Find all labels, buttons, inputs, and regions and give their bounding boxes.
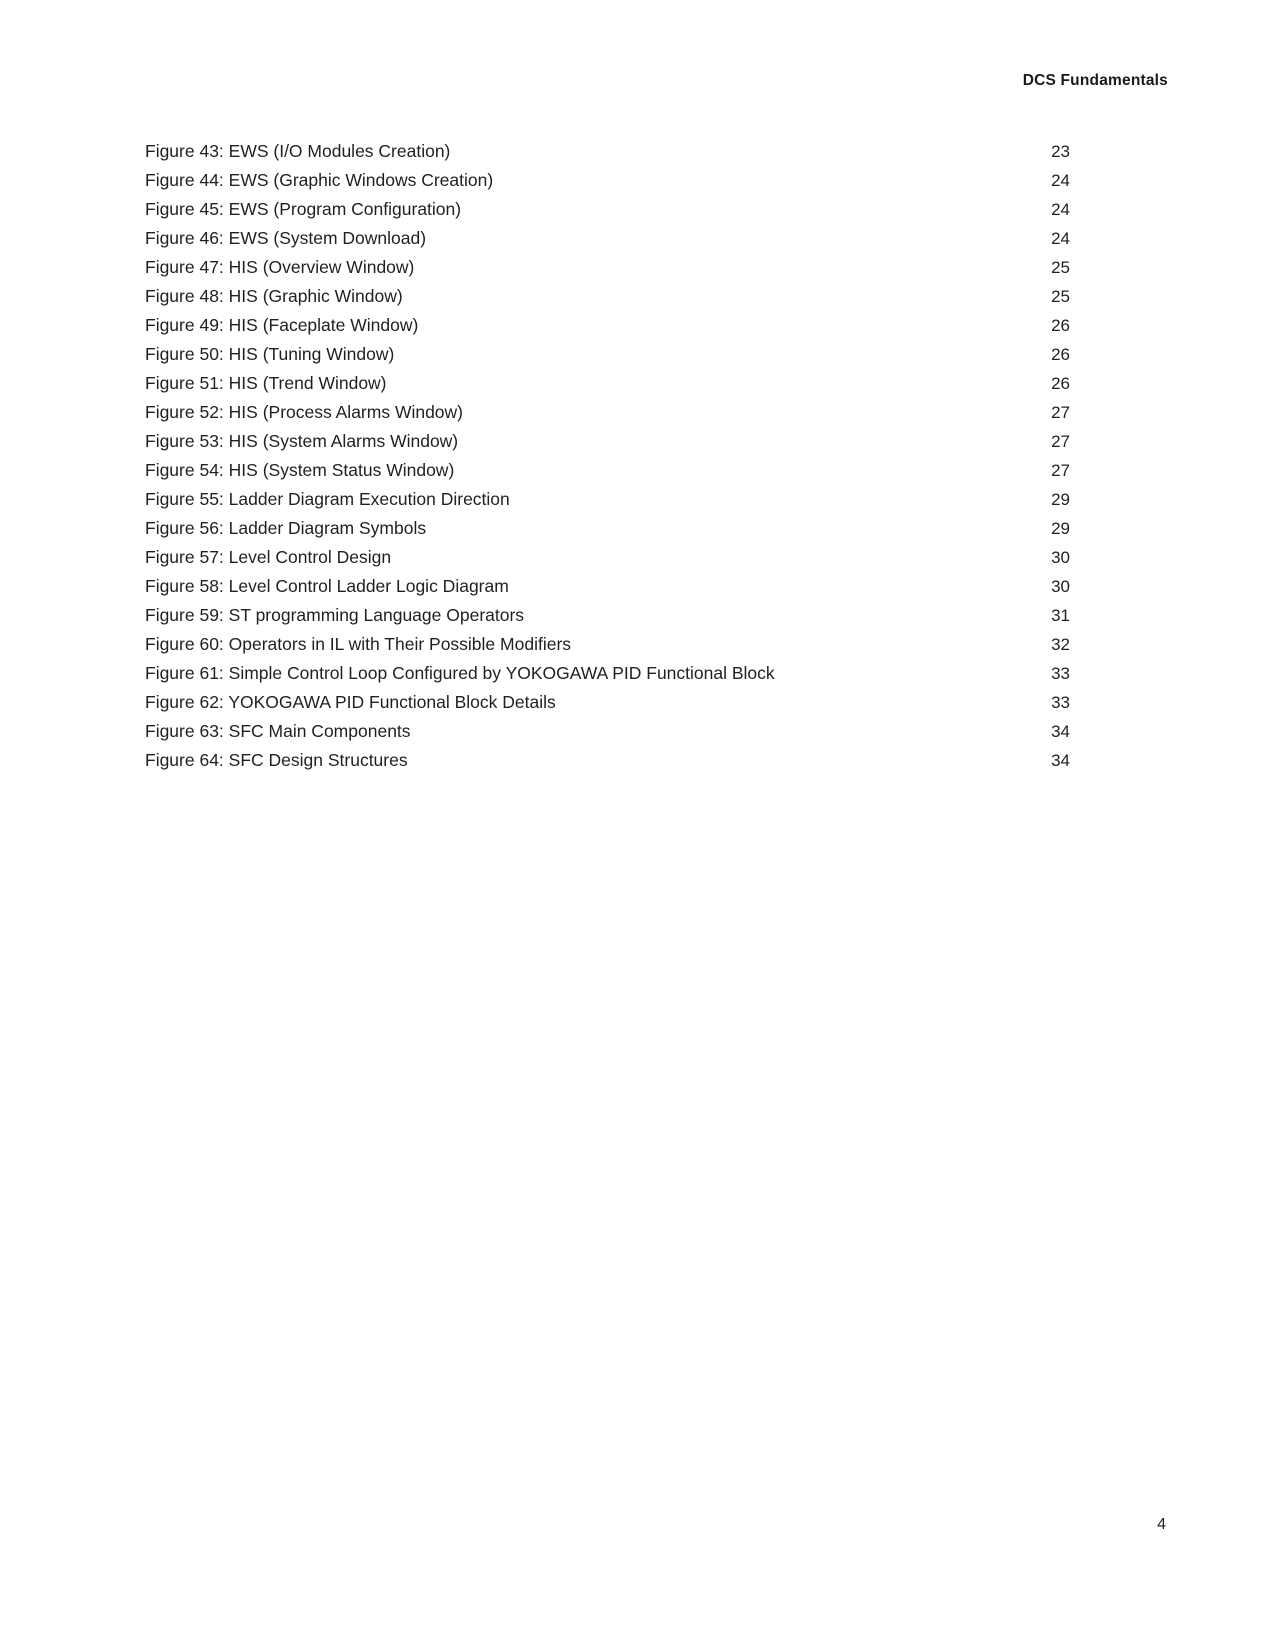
figure-entry-title: Figure 50: HIS (Tuning Window) <box>145 344 395 364</box>
figure-entry-page-number: 30 <box>1051 548 1070 567</box>
figure-entry-title: Figure 61: Simple Control Loop Configured by YOKOGAWA PID Functional Block <box>145 663 775 683</box>
list-of-figures-entry[interactable] <box>145 433 1070 462</box>
figure-entry-title: Figure 52: HIS (Process Alarms Window) <box>145 402 464 422</box>
figure-entry-page-number: 31 <box>1051 606 1070 625</box>
figure-entry-page-number: 33 <box>1051 664 1070 683</box>
figure-entry-page-number: 34 <box>1051 751 1070 770</box>
list-of-figures-entry[interactable] <box>145 549 1070 578</box>
figure-entry-page-number: 24 <box>1051 200 1070 219</box>
list-of-figures-entry[interactable] <box>145 404 1070 433</box>
figure-entry-page-number: 26 <box>1051 316 1070 335</box>
figure-entry-page-number: 33 <box>1051 693 1070 712</box>
figure-entry-title: Figure 64: SFC Design Structures <box>145 750 408 770</box>
figure-entry-title: Figure 60: Operators in IL with Their Possible Modifiers <box>145 634 572 654</box>
list-of-figures-entry[interactable] <box>145 752 1070 781</box>
page-header-title: DCS Fundamentals <box>1022 72 1168 89</box>
figure-entry-title: Figure 57: Level Control Design <box>145 547 392 567</box>
list-of-figures-entry[interactable] <box>145 462 1070 491</box>
list-of-figures-entry[interactable] <box>145 491 1070 520</box>
list-of-figures-entry[interactable] <box>145 259 1070 288</box>
figure-entry-title: Figure 63: SFC Main Components <box>145 721 411 741</box>
figure-entry-title: Figure 43: EWS (I/O Modules Creation) <box>145 141 451 161</box>
figure-entry-page-number: 24 <box>1051 229 1070 248</box>
figure-entry-page-number: 30 <box>1051 577 1070 596</box>
list-of-figures-entry[interactable] <box>145 665 1070 694</box>
figure-entry-page-number: 23 <box>1051 142 1070 161</box>
list-of-figures-entry[interactable] <box>145 317 1070 346</box>
list-of-figures-entry[interactable] <box>145 172 1070 201</box>
figure-entry-title: Figure 49: HIS (Faceplate Window) <box>145 315 419 335</box>
list-of-figures-entry[interactable] <box>145 578 1070 607</box>
figure-entry-page-number: 27 <box>1051 403 1070 422</box>
list-of-figures-entry[interactable] <box>145 520 1070 549</box>
figure-entry-title: Figure 56: Ladder Diagram Symbols <box>145 518 427 538</box>
figure-entry-title: Figure 62: YOKOGAWA PID Functional Block Details <box>145 692 556 712</box>
list-of-figures-entry[interactable] <box>145 723 1070 752</box>
figure-entry-page-number: 26 <box>1051 374 1070 393</box>
figure-entry-page-number: 27 <box>1051 461 1070 480</box>
figure-entry-page-number: 34 <box>1051 722 1070 741</box>
list-of-figures-entry[interactable] <box>145 607 1070 636</box>
figure-entry-title: Figure 55: Ladder Diagram Execution Direction <box>145 489 510 509</box>
figure-entry-title: Figure 48: HIS (Graphic Window) <box>145 286 403 306</box>
figure-entry-title: Figure 51: HIS (Trend Window) <box>145 373 387 393</box>
figure-entry-title: Figure 53: HIS (System Alarms Window) <box>145 431 459 451</box>
list-of-figures-entry[interactable] <box>145 346 1070 375</box>
list-of-figures-entry[interactable] <box>145 143 1070 172</box>
figure-entry-page-number: 25 <box>1051 258 1070 277</box>
figure-entry-title: Figure 58: Level Control Ladder Logic Diagram <box>145 576 509 596</box>
figure-entry-title: Figure 54: HIS (System Status Window) <box>145 460 455 480</box>
figure-entry-page-number: 26 <box>1051 345 1070 364</box>
list-of-figures-entry[interactable] <box>145 694 1070 723</box>
list-of-figures-entry[interactable] <box>145 230 1070 259</box>
figure-entry-page-number: 27 <box>1051 432 1070 451</box>
list-of-figures-entry[interactable] <box>145 201 1070 230</box>
list-of-figures-entry[interactable] <box>145 288 1070 317</box>
figure-entry-page-number: 24 <box>1051 171 1070 190</box>
list-of-figures <box>145 143 1070 781</box>
page-number: 4 <box>1157 1516 1166 1533</box>
figure-entry-page-number: 29 <box>1051 519 1070 538</box>
figure-entry-page-number: 32 <box>1051 635 1070 654</box>
list-of-figures-entry[interactable] <box>145 375 1070 404</box>
figure-entry-title: Figure 44: EWS (Graphic Windows Creation) <box>145 170 494 190</box>
figure-entry-title: Figure 46: EWS (System Download) <box>145 228 427 248</box>
figure-entry-page-number: 29 <box>1051 490 1070 509</box>
list-of-figures-entry[interactable] <box>145 636 1070 665</box>
figure-entry-title: Figure 59: ST programming Language Operators <box>145 605 525 625</box>
figure-entry-page-number: 25 <box>1051 287 1070 306</box>
figure-entry-title: Figure 47: HIS (Overview Window) <box>145 257 415 277</box>
figure-entry-title: Figure 45: EWS (Program Configuration) <box>145 199 462 219</box>
